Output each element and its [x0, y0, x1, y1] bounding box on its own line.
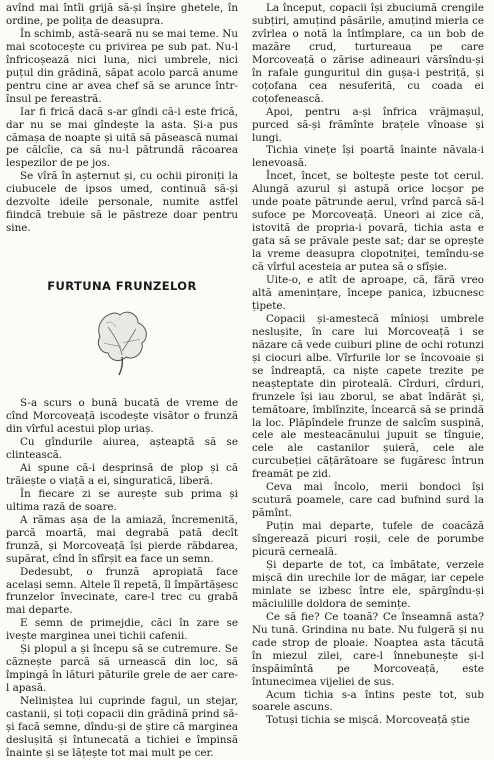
paragraph: avînd mai întîi grijă să-și înșire ghetele, în ordine, pe polița de deasupra.	[6, 2, 238, 27]
paragraph: Încet, încet, se boltește peste tot cerul. Alungă azurul și astupă orice locșor pe unde poate pătrunde aerul, vrînd parcă să-l sufoce pe Morcoveață. Uneori ai zice că, istovită de propria-i povară, tichia asta e gata să se prăvale peste sat; dar se oprește la vreme deasupra clopotniței, temîndu-se că vîrful acesteia ar putea să o sfîșie.	[252, 170, 484, 274]
right-column	[252, 2, 484, 727]
paragraph: A rămas așa de la amiază, încremenită, parcă moartă, mai degrabă pată decît frunză, și Morcoveață își pierde răbdarea, supărat, cînd în sfîrșit ea face un semn.	[6, 513, 238, 565]
paragraph: Acum tichia s-a întins peste tot, sub soarele ascuns.	[252, 688, 484, 714]
paragraph: În schimb, astă-seară nu se mai teme. Nu mai scotocește cu privirea pe sub pat. Nu-l înfricoșează nici luna, nici umbrele, nici puțul din grădină, săpat acolo parcă anume pentru cine ar avea chef să se arunce într-însul pe fereastră.	[6, 27, 238, 105]
paragraph: Ai spune că-i desprinsă de plop și că trăiește o viață a ei, singuratică, liberă.	[6, 461, 238, 487]
paragraph: La început, copacii își zbuciumă crengile subțiri, amuțind păsările, amuțind mierla ce zvîrlea o notă la întîmplare, ca un bob de mazăre crud, turtureaua pe care Morcoveață o zărise adineauri vărsîndu-și în rafale gunguritul din gușa-i pestriță, și coțofana cea nesuferită, cu coada ei coțofenească.	[252, 2, 484, 105]
paragraph: Și departe de tot, ca îmbătate, verzele mișcă din urechile lor de măgar, iar cepele minlate se izbesc între ele, spărgîndu-și măciulille doldora de semințe.	[252, 558, 484, 610]
chapter-title: FURTUNA FRUNZELOR	[47, 279, 197, 294]
paragraph: Uite-o, e atît de aproape, că, fără vreo altă amenințare, începe panica, izbucnesc țipete.	[252, 274, 484, 312]
leaf-icon	[92, 303, 152, 381]
paragraph: Totuși tichia se mișcă. Morcoveață știe	[266, 714, 470, 727]
paragraph: E semn de primejdie, căci în zare se ivește marginea unei tichii cafenii.	[6, 617, 238, 643]
paragraph: Cu gîndurile aiurea, așteaptă să se clintească.	[6, 436, 238, 461]
paragraph: Ce să fie? Ce toană? Ce înseamnă asta? Nu tună. Grindina nu bate. Nu fulgeră și nu cade strop de ploaie. Noaptea asta tăcută în miezul zilei, care-l înnebunește și-l înspăimîntă pe Morcoveață, este întunecimea vijeliei de sus.	[252, 610, 484, 688]
paragraph: Iar fi frică dacă s-ar gîndi că-i este frică, dar nu se mai gîndește la asta. Și-a pus cămașa de noapte și uită să păsească numai pe călcîie, ca să nu-l pătrundă răcoarea lespezilor de pe jos.	[6, 105, 238, 170]
paragraph: Dedesubt, o frunză apropiată face același semn. Altele îl repetă, îl împărtășesc frunzelor învecinate, care-l trec cu grabă mai departe.	[6, 565, 238, 617]
paragraph: Apoi, pentru a-și înfrica vrăjmașul, purced să-și frămînte brațele vînoase și lungi.	[252, 105, 484, 144]
spacer	[6, 235, 238, 275]
paragraph: Ceva mai încolo, merii bondoci își scutură poamele, care cad bufnind surd la pămînt.	[252, 481, 484, 520]
paragraph: Copacii și-amestecă mînioși umbrele neslușite, în care lui Morcoveață i se năzare că vede cuiburi pline de ochi rotunzi și ciocuri albe. Vîrfurile lor se încovoaie și se îndreaptă, ca niște capete trezite pe neașteptate din piroteală. Cîrduri, cîrduri, frunzele își iau zborul, se abat îndărăt și, temătoare, îmblînzite, încearcă să se prindă la loc. Plăpîndele frunze de salcîm suspină, cele ale mesteacănului jupuit se tînguie, cele ale castanilor șuieră, cele ale curcubeției cățărătoare se fugăresc întrun freamăt pe zid.	[252, 312, 484, 481]
paragraph: Puțin mai departe, tufele de coacăză sîngerează picuri roșii, cele de porumbe picură cernealã.	[252, 520, 484, 559]
left-column	[6, 2, 238, 760]
paragraph: Tichia vinețe își poartă înainte năvala-i lenevoasă.	[252, 144, 484, 170]
paragraph: Se vîră în așternut și, cu ochii pironiți la ciubucele de ipsos umed, continuă să-și dezvolte ideile personale, numite astfel fiindcă trebuie să le păstreze doar pentru sine.	[6, 170, 238, 235]
paragraph: Și plopul a și începu să se cutremure. Se căznește parcă să urnească din loc, să împingă în lături păturile grele de aer care-l apasă.	[6, 643, 238, 695]
leaf-illustration	[6, 297, 238, 397]
paragraph: În fiecare zi se aurește sub prima și ultima rază de soare.	[6, 487, 238, 513]
paragraph: S-a scurs o bună bucată de vreme de cînd Morcoveață iscodește visător o frunză din vîrful acestui plop uriaș.	[6, 397, 238, 436]
paragraph: Nelinișteа lui cuprinde fagul, un stejar, castanii, și toți copacii din grădină prind să-și facă semne, dîndu-și de știre că marginea deslușită și întunecată a tichiei e împinsă înainte și se lățește tot mai mult pe cer.	[6, 695, 238, 759]
